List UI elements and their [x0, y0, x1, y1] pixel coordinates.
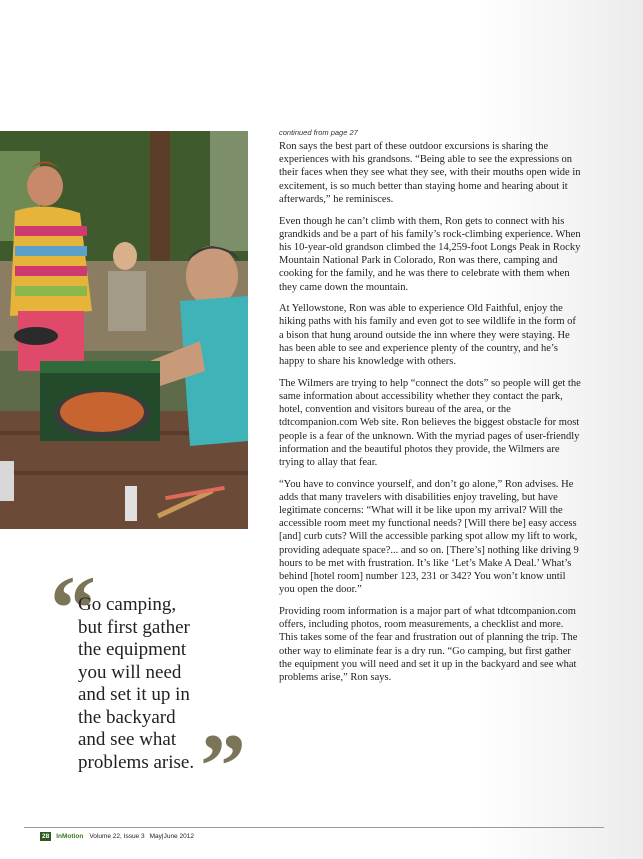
article-paragraph: Providing room information is a major part of what tdtcompanion.com offers, including photos, room measurements, a checklist and more. This takes some of the fear and frustration out of planning the trip. The other way to eliminate fear is a dry run. “Go camping, but first gather the equipment you will need and set it up in the backyard and see what problems arise,” Ron says.: [279, 606, 578, 684]
article-paragraph: “You have to convince yourself, and don’t go alone,” Ron advises. He adds that many travelers with disabilities enjoy traveling, but have legitimate concerns: “What will it be like upon my arrival? Will the accessible room meet my functional needs? [Will there be] easy access [and] curb cuts? Will the accessible parking spot allow my lift to work, providing adequate space?... and so on. [There’s] nothing like driving 9 hours to be met with frustration. It’s like ‘Let’s Make A Deal.’ What’s behind [hotel room] number 123, 231 or 342? You won’t know until you open the door.”: [279, 478, 579, 596]
close-quote-mark: ”: [200, 715, 246, 817]
pull-quote-line: Go camping,: [78, 594, 177, 615]
article-paragraph: At Yellowstone, Ron was able to experience Old Faithful, enjoy the hiking paths with his family and even got to see wildlife in the form of a bison that hung around outside the inn where they were staying. He has been able to see and experience plenty of the country, and he’s happy to share his knowledge with others.: [279, 303, 576, 368]
article-body: [279, 128, 581, 693]
pull-quote-line: but first gather: [78, 616, 190, 638]
continued-note: continued from page 27: [279, 128, 358, 137]
pull-quote-line: you will need: [78, 661, 182, 683]
issue-date: May|June 2012: [149, 832, 194, 840]
article-paragraph: The Wilmers are trying to help “connect the dots” so people will get the same information about accessibility whether they contact the park, hotel, convention and visitors bureau of the area, or the tdtcompanion.com Web site. Ron believes the biggest obstacle for most people is a fear of the unknown. With the myriad pages of user-friendly information and the beautiful photos they provide, the Wilmers are trying to allay that fear.: [279, 377, 581, 468]
pull-quote-line: the backyard: [78, 706, 176, 728]
pull-quote-line: problems arise.: [78, 751, 195, 773]
article-paragraph: Ron says the best part of these outdoor excursions is sharing the experiences with his grandsons. “Being able to see the expressions on their faces when they see what they see, with their mouths open wide in excitement, is so much better than staying home and hearing about it afterwards,” he reminisces.: [279, 141, 581, 205]
pull-quote-line: and see what: [78, 729, 177, 750]
page-number: 28: [42, 832, 50, 840]
footer-divider: [24, 827, 604, 828]
page-footer: [40, 830, 194, 842]
camping-photo: [0, 131, 248, 529]
magazine-name: InMotion: [56, 832, 84, 840]
open-quote-mark: “: [50, 557, 96, 659]
issue-info: Volume 22, Issue 3: [89, 832, 145, 840]
article-paragraph: Even though he can’t climb with them, Ron gets to connect with his grandkids and be a part of his family’s rock-climbing experience. When his 10-year-old grandson climbed the 14,259-foot Longs Peak in Rocky Mountain National Park in Colorado, Ron was there, camping and cooking for the family, and he was there to celebrate with them when they came down the mountain.: [279, 215, 581, 293]
pull-quote-line: the equipment: [78, 639, 187, 660]
pull-quote-line: and set it up in: [78, 684, 190, 705]
